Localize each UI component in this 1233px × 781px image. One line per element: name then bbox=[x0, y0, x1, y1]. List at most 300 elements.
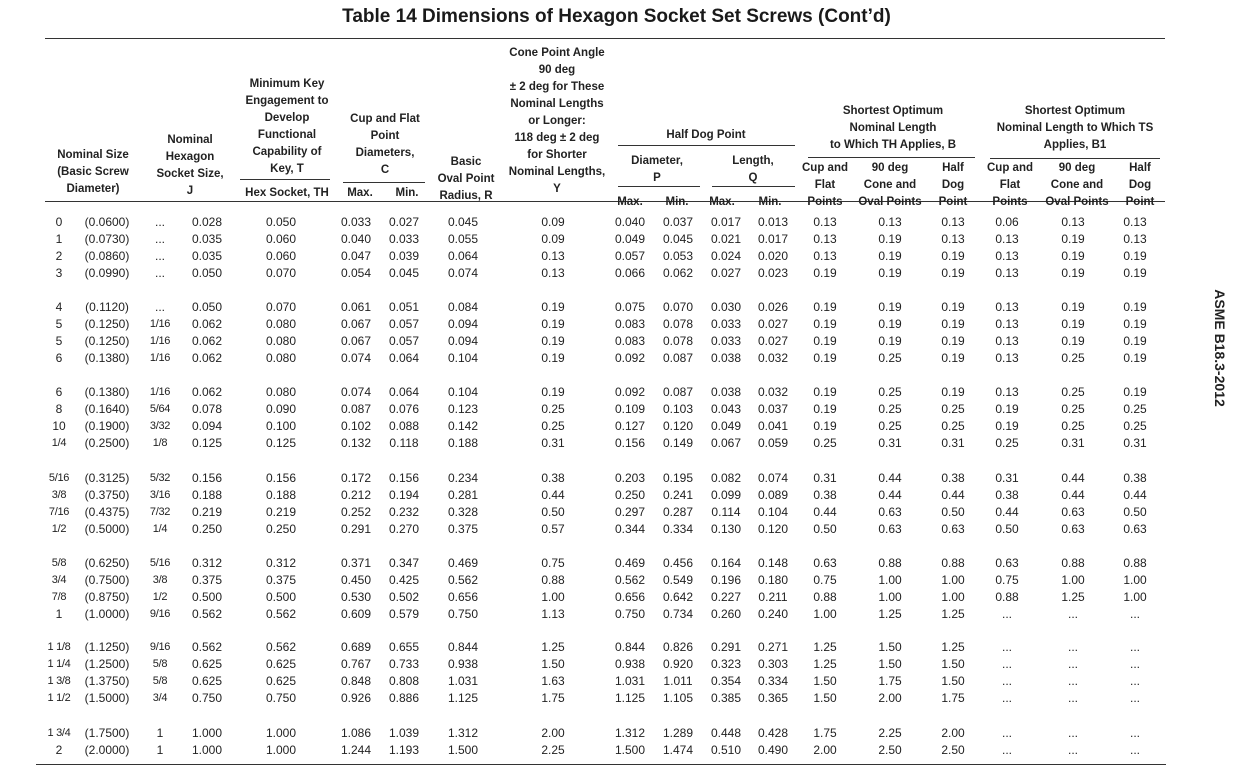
socket-size-fraction-cell: 5/8 bbox=[152, 658, 168, 670]
header-line: C bbox=[380, 164, 390, 176]
b-cone-oval-cell: 0.25 bbox=[878, 419, 902, 433]
basic-diameter-cell: (0.1250) bbox=[84, 334, 130, 348]
oval-radius-r-cell: 0.844 bbox=[447, 640, 479, 654]
p-max-cell: 0.092 bbox=[614, 385, 646, 399]
b-cone-oval-cell: 0.19 bbox=[878, 266, 902, 280]
header-line: (Basic Screw bbox=[57, 166, 129, 178]
cone-y-cell: 1.75 bbox=[541, 691, 565, 705]
socket-size-decimal-cell: 0.312 bbox=[191, 556, 223, 570]
nominal-size-cell: 2 bbox=[55, 743, 63, 757]
b-cup-flat-cell: 0.75 bbox=[813, 573, 837, 587]
b-half-dog-cell: 0.38 bbox=[941, 471, 965, 485]
nominal-size-cell: 10 bbox=[52, 419, 66, 433]
header-line: Min. bbox=[665, 196, 689, 208]
b-half-dog-cell: 0.13 bbox=[941, 232, 965, 246]
b1-cup-flat-cell: 0.13 bbox=[995, 249, 1019, 263]
b-cone-oval-cell: 0.44 bbox=[878, 471, 902, 485]
shortest-b1-header bbox=[997, 103, 1154, 154]
c-min-cell: 0.808 bbox=[388, 674, 420, 688]
c-min-cell: 0.027 bbox=[388, 215, 420, 229]
b-cone-oval-cell: 0.88 bbox=[878, 556, 902, 570]
c-min-cell: 0.232 bbox=[388, 505, 420, 519]
header-line: Min. bbox=[395, 187, 419, 199]
b-cup-flat-cell: 1.25 bbox=[813, 640, 837, 654]
p-max-cell: 0.562 bbox=[614, 573, 646, 587]
b1-half-dog-cell: 0.19 bbox=[1123, 385, 1147, 399]
basic-diameter-cell: (0.6250) bbox=[84, 556, 130, 570]
key-rule bbox=[240, 179, 330, 180]
socket-size-decimal-cell: 0.219 bbox=[191, 505, 223, 519]
b1-cone-oval-cell: 0.19 bbox=[1061, 300, 1085, 314]
q-min-cell: 0.032 bbox=[757, 385, 789, 399]
b-cone-oval-cell: 2.25 bbox=[878, 726, 902, 740]
b-half-dog-cell: 0.88 bbox=[941, 556, 965, 570]
header-line: Engagement to bbox=[245, 95, 329, 107]
hex-socket-th-cell: 0.625 bbox=[265, 674, 297, 688]
b1-cone-oval-cell: ... bbox=[1067, 743, 1079, 757]
q-min-header bbox=[759, 194, 782, 211]
c-max-cell: 0.609 bbox=[340, 607, 372, 621]
socket-size-decimal-cell: 0.125 bbox=[191, 436, 223, 450]
nominal-size-cell: 5/16 bbox=[48, 472, 70, 484]
b1-cone-oval-cell: ... bbox=[1067, 726, 1079, 740]
b-half-dog-cell: 1.25 bbox=[941, 640, 965, 654]
c-min-cell: 0.425 bbox=[388, 573, 420, 587]
b-cone-oval-cell: 0.44 bbox=[878, 488, 902, 502]
basic-diameter-cell: (1.3750) bbox=[84, 674, 130, 688]
oval-radius-r-cell: 1.125 bbox=[447, 691, 479, 705]
nominal-size-cell: 1/2 bbox=[51, 523, 67, 535]
basic-diameter-cell: (2.0000) bbox=[84, 743, 130, 757]
b1-half-dog-cell: 0.19 bbox=[1123, 300, 1147, 314]
c-min-cell: 0.039 bbox=[388, 249, 420, 263]
p-min-cell: 1.011 bbox=[663, 674, 693, 688]
header-line: Nominal Size bbox=[57, 149, 129, 161]
b-cone-header bbox=[858, 160, 921, 211]
c-min-cell: 1.039 bbox=[388, 726, 420, 740]
cone-y-cell: 0.44 bbox=[541, 488, 565, 502]
b-half-dog-cell: 1.00 bbox=[941, 590, 965, 604]
b1-cup-flat-cell: 0.63 bbox=[995, 556, 1019, 570]
socket-size-decimal-cell: 0.050 bbox=[191, 300, 223, 314]
nominal-size-cell: 8 bbox=[55, 402, 63, 416]
nominal-size-cell: 5/8 bbox=[51, 557, 67, 569]
cone-y-cell: 0.38 bbox=[541, 471, 565, 485]
socket-size-decimal-cell: 0.094 bbox=[191, 419, 223, 433]
header-line: Applies, B1 bbox=[1043, 139, 1107, 151]
c-max-cell: 0.689 bbox=[340, 640, 372, 654]
hex-socket-th-cell: 0.100 bbox=[265, 419, 297, 433]
socket-size-fraction-cell: 1/16 bbox=[149, 318, 171, 330]
cone-y-cell: 0.50 bbox=[541, 505, 565, 519]
b-half-dog-cell: 1.75 bbox=[941, 691, 965, 705]
c-max-cell: 0.132 bbox=[340, 436, 372, 450]
oval-radius-r-cell: 0.074 bbox=[447, 266, 479, 280]
q-min-cell: 0.148 bbox=[757, 556, 789, 570]
c-max-cell: 0.102 bbox=[340, 419, 372, 433]
p-max-cell: 0.938 bbox=[614, 657, 646, 671]
q-max-cell: 0.021 bbox=[710, 232, 742, 246]
p-min-cell: 1.474 bbox=[662, 743, 694, 757]
cone-y-cell: 0.13 bbox=[541, 266, 565, 280]
oval-radius-r-cell: 0.281 bbox=[447, 488, 479, 502]
c-max-cell: 0.061 bbox=[340, 300, 372, 314]
socket-size-fraction-cell: ... bbox=[154, 300, 166, 314]
header-line: Cone and bbox=[1050, 179, 1104, 191]
b-cone-oval-cell: 1.00 bbox=[878, 590, 902, 604]
header-line: Nominal Length bbox=[849, 122, 937, 134]
header-line: or Longer: bbox=[528, 115, 586, 127]
oval-radius-r-cell: 0.375 bbox=[447, 522, 479, 536]
b1-cup-flat-cell: 0.13 bbox=[995, 300, 1019, 314]
socket-size-fraction-cell: 1/4 bbox=[152, 523, 168, 535]
b-half-dog-cell: 2.50 bbox=[941, 743, 965, 757]
basic-diameter-cell: (1.7500) bbox=[84, 726, 130, 740]
header-line: Functional bbox=[257, 129, 317, 141]
table-title-text: Table 14 Dimensions of Hexagon Socket Set Screws (Cont’d) bbox=[342, 6, 891, 27]
q-max-cell: 0.017 bbox=[710, 215, 742, 229]
c-max-cell: 0.074 bbox=[340, 351, 372, 365]
b1-cup-flat-cell: ... bbox=[1001, 674, 1013, 688]
title-rule bbox=[45, 38, 1165, 39]
header-line: Nominal Lengths bbox=[510, 98, 604, 110]
socket-size-decimal-cell: 0.188 bbox=[191, 488, 223, 502]
q-min-cell: 0.240 bbox=[757, 607, 789, 621]
b-cone-oval-cell: 0.25 bbox=[878, 385, 902, 399]
hex-socket-th-cell: 0.060 bbox=[265, 249, 297, 263]
b-cone-oval-cell: 1.50 bbox=[878, 657, 902, 671]
p-min-cell: 0.070 bbox=[662, 300, 694, 314]
c-min-cell: 0.088 bbox=[388, 419, 420, 433]
b1-half-dog-cell: 1.00 bbox=[1123, 590, 1147, 604]
socket-size-decimal-cell: 0.035 bbox=[191, 232, 223, 246]
p-max-cell: 0.469 bbox=[614, 556, 646, 570]
cone-y-cell: 0.25 bbox=[541, 402, 565, 416]
b-cup-flat-cell: 0.19 bbox=[813, 385, 837, 399]
header-line: Cone Point Angle bbox=[509, 47, 605, 59]
oval-radius-r-cell: 1.031 bbox=[447, 674, 479, 688]
b1-cone-oval-cell: 0.13 bbox=[1061, 215, 1085, 229]
c-min-cell: 0.886 bbox=[388, 691, 420, 705]
basic-diameter-cell: (0.1120) bbox=[85, 300, 129, 314]
oval-radius-r-cell: 0.064 bbox=[447, 249, 479, 263]
q-min-cell: 0.017 bbox=[757, 232, 789, 246]
header-line: Point bbox=[1125, 196, 1155, 208]
b-cup-flat-cell: 0.63 bbox=[813, 556, 837, 570]
header-line: Dog bbox=[941, 179, 965, 191]
nominal-size-cell: 1 bbox=[55, 232, 63, 246]
q-max-cell: 0.033 bbox=[710, 334, 742, 348]
basic-diameter-cell: (0.0860) bbox=[84, 249, 130, 263]
basic-diameter-cell: (0.2500) bbox=[84, 436, 130, 450]
c-min-cell: 0.347 bbox=[388, 556, 420, 570]
c-min-cell: 0.033 bbox=[388, 232, 420, 246]
header-line: Oval Points bbox=[1045, 196, 1109, 208]
p-max-cell: 0.057 bbox=[614, 249, 646, 263]
p-max-cell: 0.844 bbox=[614, 640, 646, 654]
q-max-cell: 0.196 bbox=[710, 573, 742, 587]
nominal-size-cell: 7/16 bbox=[48, 506, 70, 518]
c-max-cell: 0.371 bbox=[340, 556, 372, 570]
b1-half-dog-cell: 0.19 bbox=[1123, 266, 1147, 280]
q-min-cell: 0.120 bbox=[757, 522, 789, 536]
header-line: for Shorter bbox=[527, 149, 587, 161]
b1-half-dog-cell: 1.00 bbox=[1123, 573, 1147, 587]
p-max-cell: 0.203 bbox=[614, 471, 646, 485]
c-max-cell: 0.067 bbox=[340, 334, 372, 348]
b1-cup-flat-cell: 0.19 bbox=[995, 419, 1019, 433]
nominal-size-cell: 5 bbox=[55, 317, 63, 331]
nominal-size-cell: 5 bbox=[55, 334, 63, 348]
header-line: Capability of bbox=[252, 146, 322, 158]
hex-socket-th-cell: 0.500 bbox=[265, 590, 297, 604]
socket-size-decimal-cell: 1.000 bbox=[191, 726, 223, 740]
q-max-cell: 0.291 bbox=[710, 640, 742, 654]
header-line: Hexagon bbox=[165, 151, 215, 163]
half-dog-header bbox=[666, 127, 745, 144]
nominal-size-cell: 3 bbox=[55, 266, 63, 280]
socket-size-fraction-cell: 1/16 bbox=[149, 352, 171, 364]
c-max-cell: 0.450 bbox=[340, 573, 372, 587]
q-min-cell: 0.365 bbox=[757, 691, 789, 705]
b-cone-oval-cell: 0.19 bbox=[878, 334, 902, 348]
hex-socket-th-cell: 0.625 bbox=[265, 657, 297, 671]
socket-size-fraction-cell: 1 bbox=[156, 726, 164, 740]
b-half-dog-cell: 0.31 bbox=[941, 436, 965, 450]
b-cone-oval-cell: 2.50 bbox=[878, 743, 902, 757]
b-half-dog-cell: 0.63 bbox=[941, 522, 965, 536]
header-line: Cup and bbox=[802, 162, 848, 174]
c-min-cell: 0.194 bbox=[388, 488, 420, 502]
b1-half-dog-cell: ... bbox=[1129, 691, 1141, 705]
q-max-cell: 0.038 bbox=[710, 351, 742, 365]
b-cup-flat-cell: 0.19 bbox=[813, 419, 837, 433]
c-min-cell: 0.156 bbox=[388, 471, 420, 485]
p-min-cell: 0.078 bbox=[662, 317, 694, 331]
b1-cup-flat-cell: 0.13 bbox=[995, 232, 1019, 246]
b1-cone-oval-cell: 0.25 bbox=[1061, 402, 1085, 416]
header-line: Cup and bbox=[987, 162, 1033, 174]
hex-socket-th-cell: 0.375 bbox=[265, 573, 297, 587]
b-half-dog-cell: 0.25 bbox=[941, 419, 965, 433]
socket-size-decimal-cell: 0.062 bbox=[191, 351, 223, 365]
b-half-dog-cell: 0.25 bbox=[941, 402, 965, 416]
p-min-cell: 0.149 bbox=[662, 436, 694, 450]
b1-half-header bbox=[1126, 160, 1155, 211]
b-cone-oval-cell: 0.25 bbox=[878, 351, 902, 365]
header-line: Half bbox=[1129, 162, 1151, 174]
socket-size-decimal-cell: 0.062 bbox=[191, 317, 223, 331]
cone-y-cell: 2.00 bbox=[541, 726, 565, 740]
b-cone-oval-cell: 1.25 bbox=[878, 607, 902, 621]
b1-cup-flat-cell: ... bbox=[1001, 607, 1013, 621]
key-engagement-header bbox=[245, 76, 328, 178]
socket-size-fraction-cell: 5/8 bbox=[152, 675, 168, 687]
p-max-cell: 0.083 bbox=[614, 317, 646, 331]
c-max-cell: 0.033 bbox=[340, 215, 372, 229]
b-cup-flat-cell: 0.25 bbox=[813, 436, 837, 450]
q-min-cell: 0.027 bbox=[757, 317, 789, 331]
socket-size-fraction-cell: ... bbox=[154, 232, 166, 246]
b-half-dog-cell: 1.25 bbox=[941, 607, 965, 621]
hex-socket-th-cell: 0.080 bbox=[265, 351, 297, 365]
header-line: to Which TH Applies, B bbox=[829, 139, 957, 151]
b1-half-dog-cell: 0.25 bbox=[1123, 402, 1147, 416]
q-min-cell: 0.059 bbox=[757, 436, 789, 450]
c-min-cell: 0.051 bbox=[388, 300, 420, 314]
c-max-header bbox=[347, 185, 373, 202]
b1-cone-header bbox=[1045, 160, 1108, 211]
hex-socket-th-cell: 0.050 bbox=[265, 215, 297, 229]
oval-radius-r-cell: 0.104 bbox=[447, 385, 479, 399]
hex-socket-th-cell: 0.312 bbox=[265, 556, 297, 570]
b1-half-dog-cell: ... bbox=[1129, 657, 1141, 671]
header-line: Max. bbox=[347, 187, 373, 199]
c-min-cell: 0.064 bbox=[388, 385, 420, 399]
header-line: 90 deg bbox=[871, 162, 909, 174]
hex-socket-th-cell: 0.188 bbox=[265, 488, 297, 502]
b-cup-header bbox=[802, 160, 848, 211]
cone-y-cell: 1.13 bbox=[541, 607, 565, 621]
cone-y-cell: 0.75 bbox=[541, 556, 565, 570]
header-line: Half Dog Point bbox=[666, 129, 746, 141]
oval-radius-r-cell: 0.094 bbox=[447, 317, 479, 331]
oval-radius-r-cell: 0.094 bbox=[447, 334, 479, 348]
header-line: Points bbox=[992, 196, 1028, 208]
hex-socket-th-cell: 0.562 bbox=[265, 607, 297, 621]
socket-size-decimal-cell: 0.500 bbox=[191, 590, 223, 604]
document-side-label: ASME B18.3-2012 bbox=[1212, 289, 1228, 407]
q-max-cell: 0.033 bbox=[710, 317, 742, 331]
header-line: Point bbox=[370, 130, 400, 142]
p-min-cell: 0.087 bbox=[662, 351, 694, 365]
basic-diameter-cell: (0.5000) bbox=[84, 522, 130, 536]
cone-y-cell: 0.19 bbox=[541, 317, 565, 331]
q-min-cell: 0.037 bbox=[757, 402, 789, 416]
p-min-cell: 1.105 bbox=[662, 691, 694, 705]
c-min-cell: 0.579 bbox=[388, 607, 420, 621]
c-max-cell: 0.074 bbox=[340, 385, 372, 399]
b-cup-flat-cell: 0.19 bbox=[813, 317, 837, 331]
q-max-cell: 0.323 bbox=[710, 657, 742, 671]
p-max-cell: 0.297 bbox=[614, 505, 646, 519]
b-cup-flat-cell: 0.13 bbox=[813, 215, 837, 229]
b-half-dog-cell: 0.19 bbox=[941, 300, 965, 314]
p-min-cell: 0.456 bbox=[662, 556, 694, 570]
socket-size-fraction-cell: 3/16 bbox=[149, 489, 171, 501]
cone-y-cell: 0.88 bbox=[541, 573, 565, 587]
b1-half-dog-cell: 0.13 bbox=[1123, 215, 1147, 229]
p-min-cell: 0.241 bbox=[662, 488, 694, 502]
p-max-cell: 0.250 bbox=[614, 488, 646, 502]
basic-diameter-cell: (0.3125) bbox=[84, 471, 130, 485]
c-min-cell: 0.733 bbox=[388, 657, 420, 671]
header-line: Dog bbox=[1128, 179, 1152, 191]
socket-size-fraction-cell: 7/32 bbox=[149, 506, 171, 518]
p-min-cell: 0.334 bbox=[662, 522, 694, 536]
basic-diameter-cell: (0.3750) bbox=[84, 488, 130, 502]
header-line: Max. bbox=[709, 196, 735, 208]
b1-half-dog-cell: 0.19 bbox=[1123, 334, 1147, 348]
oval-radius-r-cell: 0.188 bbox=[447, 436, 479, 450]
b-cup-flat-cell: 0.88 bbox=[813, 590, 837, 604]
socket-size-fraction-cell: 1/2 bbox=[152, 591, 168, 603]
b-cup-flat-cell: 0.13 bbox=[813, 249, 837, 263]
cone-y-cell: 0.19 bbox=[541, 300, 565, 314]
hex-socket-th-cell: 1.000 bbox=[265, 743, 297, 757]
oval-radius-r-cell: 0.055 bbox=[447, 232, 479, 246]
b-cone-oval-cell: 0.19 bbox=[878, 300, 902, 314]
c-max-cell: 0.040 bbox=[340, 232, 372, 246]
socket-size-decimal-cell: 0.062 bbox=[191, 385, 223, 399]
q-max-cell: 0.030 bbox=[710, 300, 742, 314]
p-min-header bbox=[666, 194, 689, 211]
socket-size-fraction-cell: 3/4 bbox=[152, 692, 168, 704]
b-cone-oval-cell: 0.19 bbox=[878, 232, 902, 246]
socket-size-decimal-cell: 0.250 bbox=[191, 522, 223, 536]
nominal-size-cell: 2 bbox=[55, 249, 63, 263]
socket-size-fraction-cell: ... bbox=[154, 215, 166, 229]
q-min-cell: 0.074 bbox=[757, 471, 789, 485]
socket-size-decimal-cell: 0.156 bbox=[191, 471, 223, 485]
b1-cup-flat-cell: ... bbox=[1001, 726, 1013, 740]
b-half-dog-cell: 1.50 bbox=[941, 657, 965, 671]
cone-y-cell: 2.25 bbox=[541, 743, 565, 757]
socket-size-decimal-cell: 1.000 bbox=[191, 743, 223, 757]
c-min-cell: 0.118 bbox=[389, 436, 419, 450]
p-min-cell: 0.120 bbox=[662, 419, 694, 433]
socket-size-decimal-cell: 0.625 bbox=[191, 674, 223, 688]
header-line: Diameter) bbox=[66, 183, 120, 195]
hex-socket-th-cell: 0.080 bbox=[265, 317, 297, 331]
b1-cup-flat-cell: ... bbox=[1001, 743, 1013, 757]
basic-diameter-cell: (0.1250) bbox=[84, 317, 130, 331]
hex-socket-th-cell: 0.070 bbox=[265, 266, 297, 280]
header-line: Length, bbox=[732, 155, 774, 167]
cone-y-cell: 1.25 bbox=[541, 640, 565, 654]
oval-radius-r-cell: 0.656 bbox=[447, 590, 479, 604]
oval-radius-r-cell: 0.104 bbox=[447, 351, 479, 365]
p-max-cell: 0.083 bbox=[614, 334, 646, 348]
p-max-cell: 0.049 bbox=[614, 232, 646, 246]
p-min-cell: 0.078 bbox=[662, 334, 694, 348]
b1-half-dog-cell: ... bbox=[1129, 640, 1141, 654]
table-bottom-rule bbox=[36, 764, 1166, 765]
hex-socket-th-cell: 0.250 bbox=[265, 522, 297, 536]
p-max-cell: 1.031 bbox=[614, 674, 646, 688]
basic-diameter-cell: (1.5000) bbox=[84, 691, 130, 705]
header-line: Shortest Optimum bbox=[842, 105, 944, 117]
p-min-cell: 0.053 bbox=[662, 249, 694, 263]
oval-radius-r-cell: 0.142 bbox=[447, 419, 479, 433]
hex-socket-th-cell: 0.750 bbox=[265, 691, 297, 705]
b1-cup-flat-cell: ... bbox=[1001, 657, 1013, 671]
b-cup-flat-cell: 0.19 bbox=[813, 351, 837, 365]
shortest-b-rule bbox=[808, 157, 975, 158]
p-min-cell: 0.037 bbox=[662, 215, 694, 229]
p-max-header bbox=[617, 194, 643, 211]
p-min-cell: 0.045 bbox=[662, 232, 694, 246]
nominal-size-cell: 6 bbox=[55, 385, 63, 399]
b1-cone-oval-cell: 0.25 bbox=[1061, 385, 1085, 399]
b1-cup-flat-cell: 0.44 bbox=[995, 505, 1019, 519]
b-half-dog-cell: 0.44 bbox=[941, 488, 965, 502]
socket-size-fraction-cell: 5/32 bbox=[149, 472, 171, 484]
hex-socket-th-cell: 0.090 bbox=[265, 402, 297, 416]
p-min-cell: 0.087 bbox=[662, 385, 694, 399]
b-cup-flat-cell: 1.00 bbox=[813, 607, 837, 621]
b1-half-dog-cell: ... bbox=[1129, 743, 1141, 757]
